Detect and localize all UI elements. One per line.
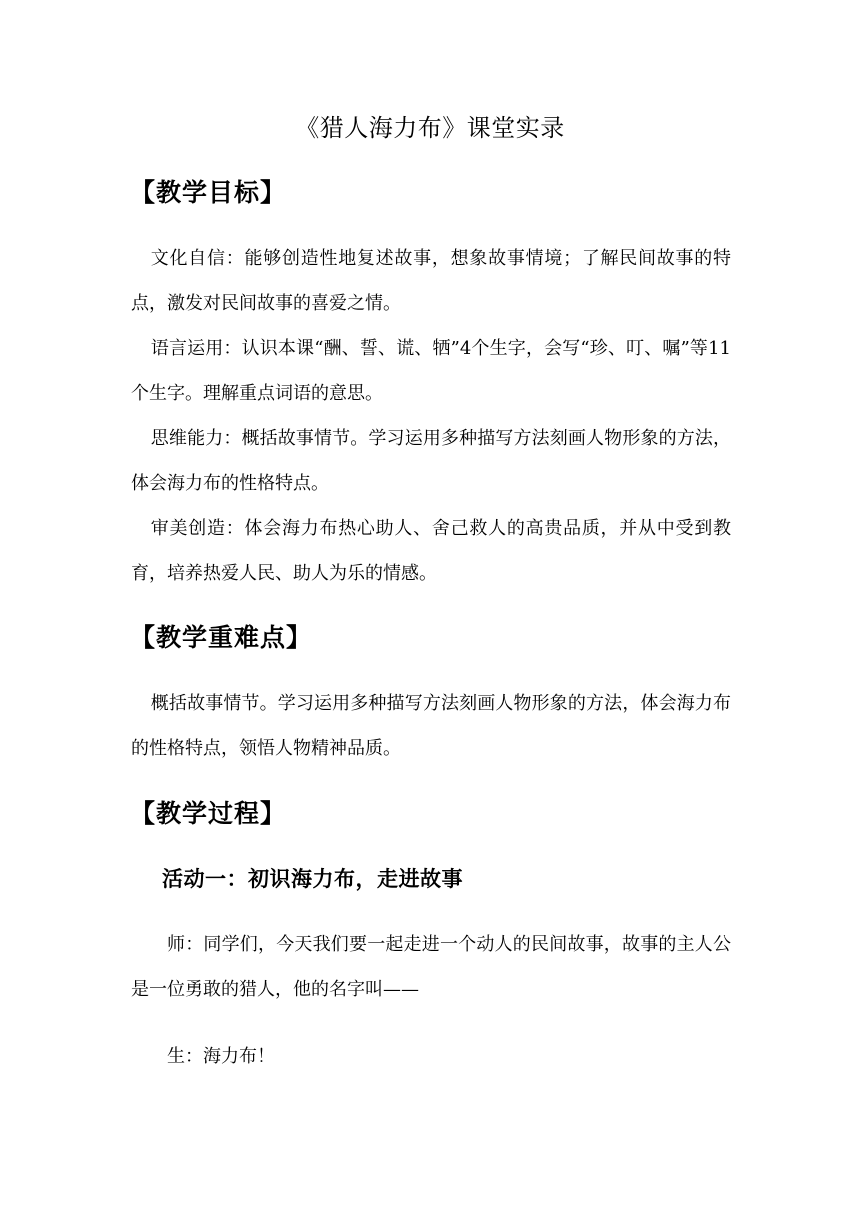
key-points-text: 概括故事情节。学习运用多种描写方法刻画人物形象的方法，体会海力布的性格特点，领悟人物精神品质。 (131, 693, 731, 759)
objective-thinking: 思维能力：概括故事情节。学习运用多种描写方法刻画人物形象的方法，体会海力布的性格特点。 (131, 428, 731, 494)
objectives-heading: 【教学目标】 (130, 178, 287, 207)
objective-aesthetic: 审美创造：体会海力布热心助人、舍己救人的高贵品质，并从中受到教育，培养热爱人民、助人为乐的情感。 (131, 518, 731, 584)
activity-one-heading: 活动一：初识海力布，走进故事 (162, 867, 463, 891)
process-heading: 【教学过程】 (130, 799, 287, 828)
objective-culture: 文化自信：能够创造性地复述故事，想象故事情境；了解民间故事的特点，激发对民间故事的喜爱之情。 (131, 248, 731, 314)
objective-language: 语言运用：认识本课“酬、誓、谎、牺”4个生字，会写“珍、叮、嘱”等11个生字。理解重点词语的意思。 (131, 338, 731, 404)
key-points-heading: 【教学重难点】 (130, 623, 313, 652)
document-title: 《猎人海力布》课堂实录 (295, 114, 565, 142)
student-line: 生：海力布！ (167, 1046, 275, 1067)
teacher-line: 师：同学们，今天我们要一起走进一个动人的民间故事，故事的主人公是一位勇敢的猎人，他的名字叫—— (131, 934, 731, 1000)
